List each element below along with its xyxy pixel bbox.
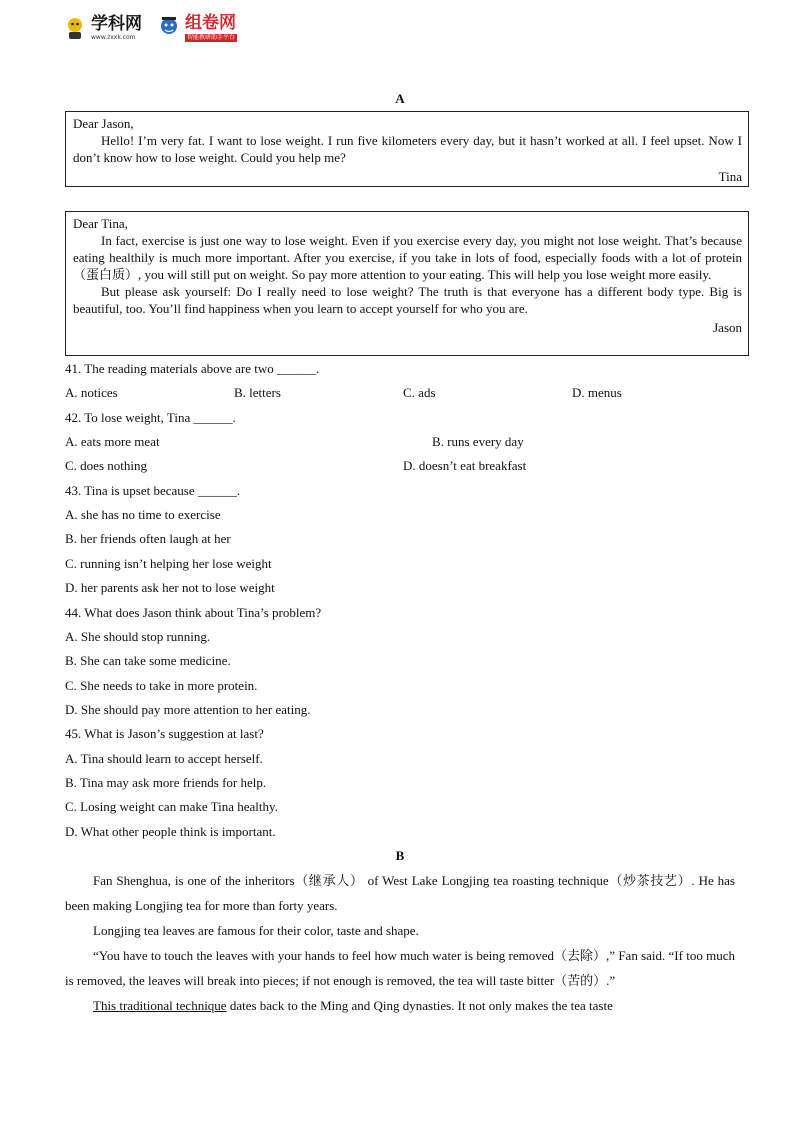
answer-option: C. She needs to take in more protein. [65,678,258,693]
answer-option: A. She should stop running. [65,629,211,644]
logo-name: 学科网 [91,13,142,34]
passage-paragraph: Longjing tea leaves are famous for their color, taste and shape. [93,923,419,938]
letter-body: Hello! I’m very fat. I want to lose weight. I run five kilometers every day, but it hasn’t worked at all. I feel upset. Now I don’t know how to lose weight. Could you help me? [73,133,742,165]
answer-option: D. doesn’t eat breakfast [403,458,527,473]
question-stem: 45. What is Jason’s suggestion at last? [65,726,264,741]
section-b-title: B [395,848,405,863]
mascot-icon [62,15,88,41]
passage-paragraph: Fan Shenghua, is one of the inheritors（继承人） of West Lake Longjing tea roasting technique（炒茶技艺）. He has been making Longjing tea for more than forty years. [65,873,735,913]
answer-option: B. She can take some medicine. [65,653,231,668]
passage-paragraph [65,993,735,1018]
question-stem: 41. The reading materials above are two ______. [65,361,320,376]
answer-option: D. menus [572,385,622,400]
letter-salutation: Dear Jason, [73,116,134,131]
logo-slogan: 智能教研助手平台 [187,33,236,41]
question-stem: 43. Tina is upset because ______. [65,483,241,498]
answer-option: A. notices [65,385,118,400]
answer-option: C. Losing weight can make Tina healthy. [65,799,278,814]
letter-signature: Jason [713,320,742,335]
answer-option: B. Tina may ask more friends for help. [65,775,267,790]
passage-text: dates back to the Ming and Qing dynasties. It not only makes the tea taste [226,998,613,1013]
answer-option: C. does nothing [65,458,147,473]
answer-option: C. running isn’t helping her lose weight [65,556,272,571]
question-stem: 42. To lose weight, Tina ______. [65,410,236,425]
answer-option: B. her friends often laugh at her [65,531,231,546]
answer-option: B. letters [234,385,281,400]
answer-option: A. Tina should learn to accept herself. [65,751,263,766]
answer-option: A. eats more meat [65,434,160,449]
passage-paragraph: “You have to touch the leaves with your hands to feel how much water is being removed（去除）,” Fan said. “If too much is removed, the leaves will break into pieces; if not enough is removed, the tea will taste bitter（苦的）.” [65,948,735,988]
logo-url: www.zxxk.com [91,33,136,41]
zujuanwang-logo [156,12,237,42]
mascot-icon [156,15,182,41]
underlined-phrase: This traditional technique [93,998,227,1013]
page-header [62,10,251,46]
letter-to-jason [65,111,749,187]
logo-name: 组卷网 [185,12,236,33]
letter-salutation: Dear Tina, [73,216,128,231]
answer-option: D. her parents ask her not to lose weight [65,580,275,595]
question-stem: 44. What does Jason think about Tina’s problem? [65,605,322,620]
letter-body-paragraph: But please ask yourself: Do I really need to lose weight? The truth is that everyone has a different body type. Big is beautiful, too. You’ll find happiness when you learn to accept yourself for who you are. [73,284,742,316]
answer-option: D. She should pay more attention to her eating. [65,702,311,717]
answer-option: A. she has no time to exercise [65,507,221,522]
letter-body-paragraph: In fact, exercise is just one way to lose weight. Even if you exercise every day, you might not lose weight. That’s because eating healthily is much more important. After you exercise, if you take in lots of food, especially foods with a lot of protein（蛋白质）, you will still put on weight. So pay more attention to your eating. This will help you lose weight more easily. [73,233,742,282]
passage-b [65,868,735,1018]
letter-to-tina [65,211,749,356]
letter-signature: Tina [718,169,742,184]
section-a-title: A [395,91,405,106]
answer-option: D. What other people think is important. [65,824,276,839]
xuekewang-logo [62,15,142,41]
answer-option: B. runs every day [432,434,524,449]
answer-option: C. ads [403,385,436,400]
